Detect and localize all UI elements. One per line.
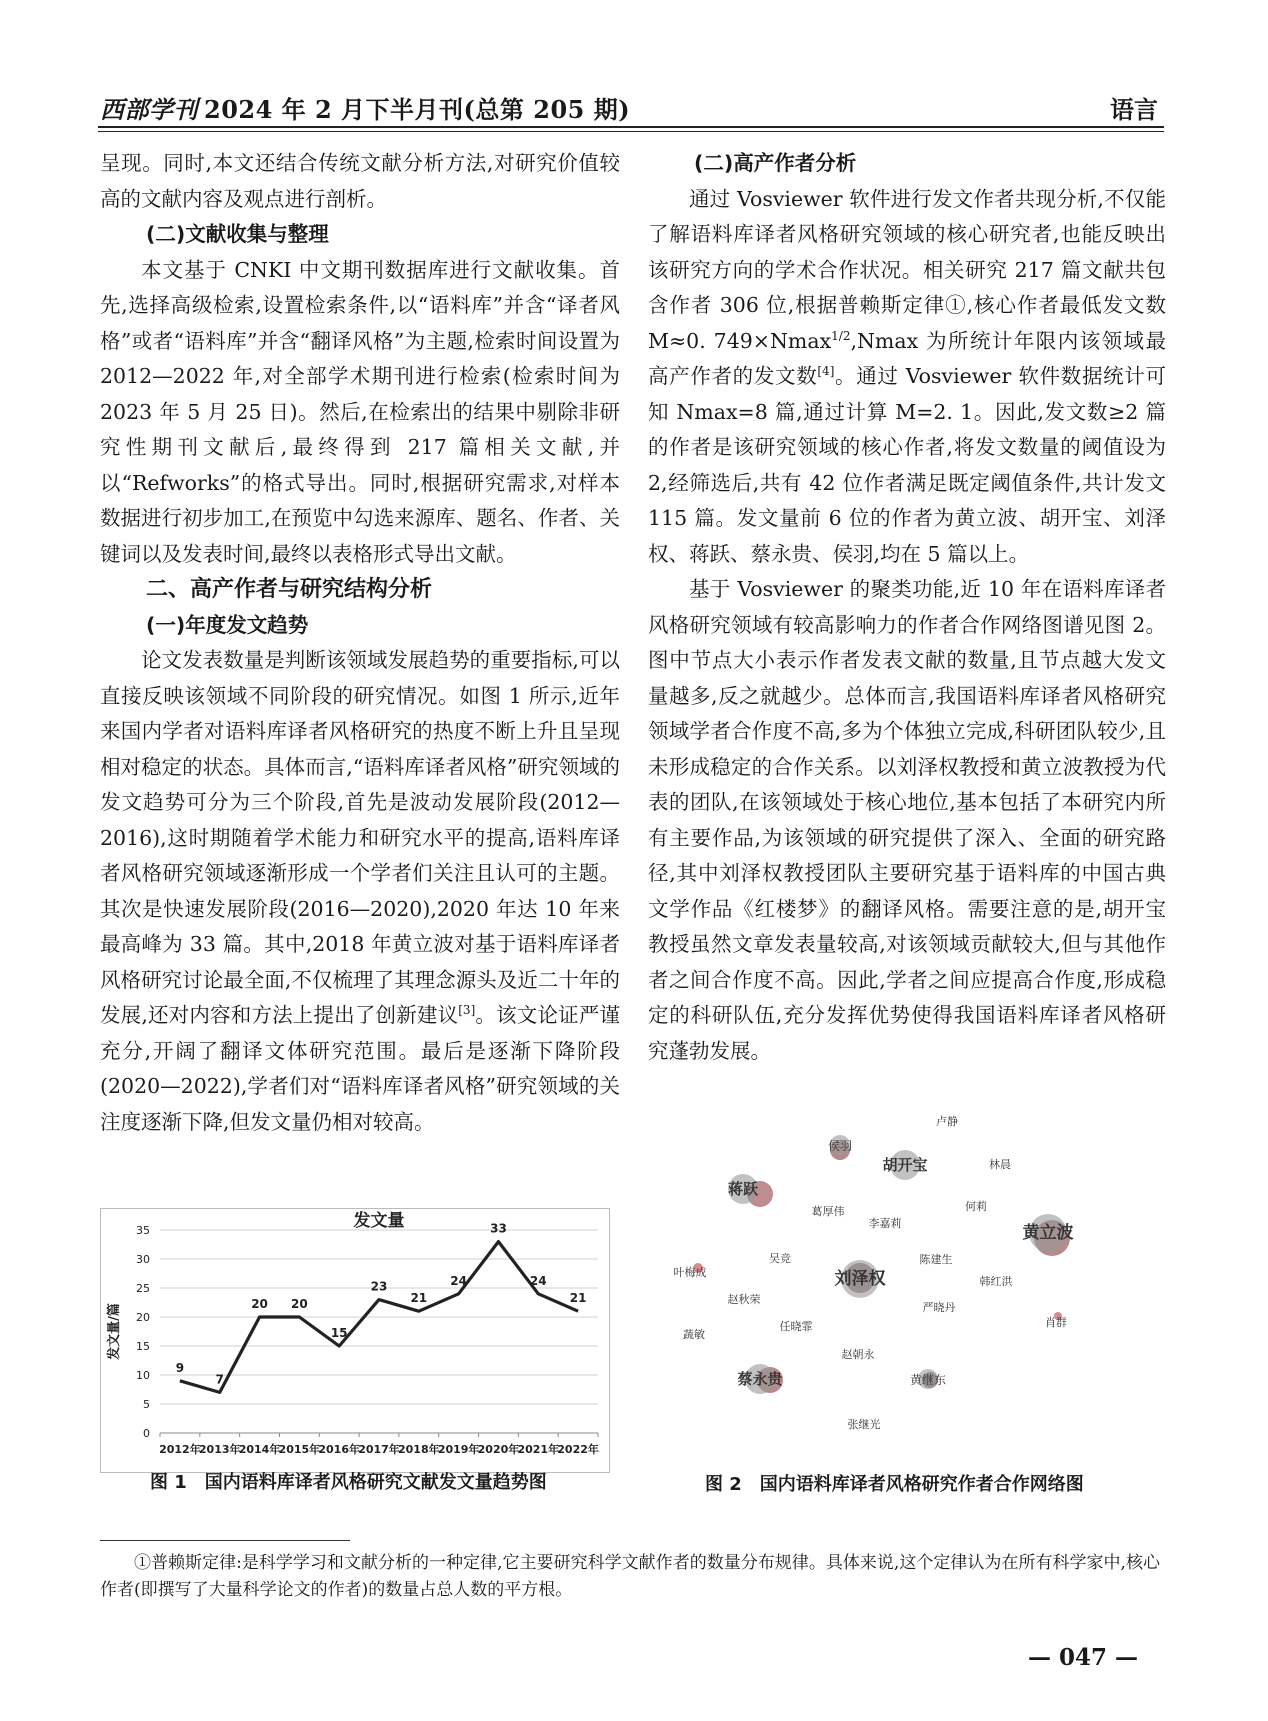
- data-label: 33: [490, 1221, 507, 1236]
- y-tick-label: 25: [136, 1282, 150, 1295]
- paragraph-trend: [100, 643, 620, 1140]
- data-label: 20: [251, 1297, 268, 1311]
- exponent: 1/2: [831, 328, 851, 343]
- paragraph-authors-a3: 。通过 Vosviewer 软件数据统计可知 Nmax=8 篇,通过计算 M=2. 1。因此,发文数≥2 篇的作者是该研究领域的核心作者,将发文数量的阈值设为 2,经筛选后,共有 42 位作者满足既定阈值条件,共计发文 115 篇。发文量前 6 位的作者为黄立波、胡开宝、刘泽权、蒋跃、蔡永贵、侯羽,均在 5 篇以上。: [648, 364, 1166, 566]
- x-tick-label: 2018年: [398, 1443, 440, 1456]
- network-node-label: 吴竞: [769, 1252, 791, 1265]
- x-tick-label: 2020年: [477, 1443, 520, 1456]
- section-label: 语言: [1110, 95, 1158, 124]
- data-label: 7: [215, 1372, 224, 1387]
- data-label: 24: [450, 1273, 467, 1288]
- y-tick-label: 35: [136, 1224, 150, 1237]
- x-tick-label: 2019年: [437, 1443, 480, 1456]
- y-tick-label: 10: [136, 1369, 150, 1382]
- network-node-label: 张继光: [847, 1418, 881, 1431]
- x-tick-label: 2016年: [318, 1443, 360, 1456]
- footnote-text: ①普赖斯定律:是科学学习和文献分析的一种定律,它主要研究科学文献作者的数量分布规律。具体来说,这个定律认为在所有科学家中,核心作者(即撰写了大量科学论文的作者)的数量占总人数的平方根。: [100, 1553, 1160, 1600]
- coauthor-network: [650, 1110, 1160, 1450]
- network-node-label: 黄立波: [1022, 1223, 1074, 1243]
- chart-title: 发文量: [353, 1211, 405, 1231]
- network-node-label: 何莉: [965, 1200, 987, 1213]
- heading-trend: (一)年度发文趋势: [146, 612, 309, 637]
- network-node-label: 卢静: [936, 1115, 958, 1128]
- footnote: [100, 1550, 1160, 1604]
- page-number: — 047 —: [1028, 1644, 1139, 1671]
- data-label: 21: [569, 1291, 587, 1306]
- data-label: 9: [175, 1360, 185, 1375]
- x-tick-label: 2021年: [517, 1443, 560, 1456]
- y-axis-label: 发文量/篇: [107, 1303, 122, 1360]
- network-node-label: 李嘉莉: [868, 1217, 902, 1230]
- running-header: [100, 90, 630, 125]
- paragraph-trend-a: 论文发表数量是判断该领域发展趋势的重要指标,可以直接反映该领域不同阶段的研究情况。如图 1 所示,近年来国内学者对语料库译者风格研究的热度不断上升且呈现相对稳定的状态。具体而言,“语料库译者风格”研究领域的发文趋势可分为三个阶段,首先是波动发展阶段(2012—2016),这时期随着学术能力和研究水平的提高,语料库译者风格研究领域逐渐形成一个学者们关注且认可的主题。其次是快速发展阶段(2016—2020),2020 年达 10 年来最高峰为 33 篇。其中,2018 年黄立波对基于语料库译者风格研究讨论最全面,不仅梳理了其理念源头及近二十年的发展,还对内容和方法上提出了创新建议: [100, 648, 620, 1027]
- y-tick-label: 5: [143, 1398, 150, 1411]
- x-tick-label: 2022年: [557, 1443, 599, 1456]
- network-node-label: 葛厚伟: [811, 1205, 845, 1218]
- footnote-rule: [100, 1540, 350, 1541]
- network-node-label: 任晓霏: [779, 1320, 813, 1333]
- paragraph-collection: 本文基于 CNKI 中文期刊数据库进行文献收集。首先,选择高级检索,设置检索条件,以“语料库”并含“译者风格”或者“语料库”并含“翻译风格”为主题,检索时间设置为 2012—2022 年,对全部学术期刊进行检索(检索时间为 2023 年 5 月 25 日)。然后,在检索出的结果中剔除非研究性期刊文献后,最终得到 217 篇相关文献,并以“Refworks”的格式导出。同时,根据研究需求,对样本数据进行初步加工,在预览中勾选来源库、题名、作者、关键词以及发表时间,最终以表格形式导出文献。: [100, 257, 620, 566]
- paragraph-authors: [648, 182, 1166, 573]
- network-node-label: 陈建生: [919, 1253, 953, 1266]
- network-node-label: 赵秋荣: [727, 1293, 761, 1306]
- network-node-label: 黄继东: [909, 1373, 947, 1387]
- network-node-label: 林晨: [989, 1158, 1011, 1171]
- figure-2-caption: 图 2 国内语料库译者风格研究作者合作网络图: [705, 1474, 1084, 1495]
- network-node-label: 严晓丹: [922, 1301, 956, 1314]
- data-label: 20: [291, 1297, 308, 1311]
- figure-2-network: [650, 1110, 1160, 1450]
- x-tick-label: 2012年: [159, 1443, 201, 1456]
- network-node-label: 叶梅成: [673, 1266, 707, 1279]
- network-node-label: 赵朝永: [841, 1348, 875, 1361]
- left-column: [100, 146, 620, 1140]
- y-tick-label: 0: [143, 1427, 150, 1440]
- network-node-label: 韩红洪: [979, 1275, 1013, 1288]
- y-tick-label: 20: [136, 1311, 150, 1324]
- y-tick-label: 15: [136, 1340, 150, 1353]
- y-tick-label: 30: [136, 1253, 150, 1266]
- x-tick-label: 2014年: [238, 1443, 281, 1456]
- paragraph-authors-a1: 通过 Vosviewer 软件进行发文作者共现分析,不仅能了解语料库译者风格研究领域的核心研究者,也能反映出该研究方向的学术合作状况。相关研究 217 篇文献共包含作者 306 位,根据普赖斯定律①,核心作者最低发文数 M≈0. 749×Nmax: [648, 186, 1166, 353]
- issue-info: 2024 年 2 月下半月刊(总第 205 期): [204, 95, 631, 124]
- citation-3: [3]: [458, 1003, 476, 1018]
- heading-collection: (二)文献收集与整理: [146, 222, 329, 246]
- network-node-label: 刘泽权: [834, 1269, 886, 1289]
- network-node-label: 侯羽: [827, 1139, 853, 1153]
- header-rule: [98, 126, 1164, 128]
- network-node-label: 肖群: [1045, 1316, 1067, 1329]
- network-node-label: 蔡永贵: [737, 1370, 783, 1388]
- header-rule-thin: [98, 131, 1164, 132]
- network-node-label: 蒋跃: [727, 1180, 759, 1198]
- x-tick-label: 2015年: [278, 1443, 321, 1456]
- paragraph-cluster: 基于 Vosviewer 的聚类功能,近 10 年在语料库译者风格研究领域有较高影响力的作者合作网络图谱见图 2。图中节点大小表示作者发表文献的数量,且节点越大发文量越多,反之就越少。总体而言,我国语料库译者风格研究领域学者合作度不高,多为个体独立完成,科研团队较少,且未形成稳定的合作关系。以刘泽权教授和黄立波教授为代表的团队,在该领域处于核心地位,基本包括了本研究内所有主要作品,为该领域的研究提供了深入、全面的研究路径,其中刘泽权教授团队主要研究基于语料库的中国古典文学作品《红楼梦》的翻译风格。需要注意的是,胡开宝教授虽然文章发表量较高,对该领域贡献较大,但与其他作者之间合作度不高。因此,学者之间应提高合作度,形成稳定的科研队伍,充分发挥优势使得我国语料库译者风格研究蓬勃发展。: [648, 577, 1166, 1063]
- data-label: 15: [330, 1326, 348, 1340]
- x-tick-label: 2017年: [358, 1443, 400, 1456]
- paragraph-authors-a2: ,Nmax 为所统计年限内该领域最高产作者的发文数: [648, 328, 1166, 388]
- figure-1-chart: [100, 1208, 610, 1473]
- x-tick-label: 2013年: [198, 1443, 241, 1456]
- network-node-label: 蔬敏: [683, 1328, 705, 1341]
- line-chart: [100, 1208, 610, 1473]
- paragraph-trend-b: 。该文论证严谨充分,开阔了翻译文体研究范围。最后是逐渐下降阶段(2020—2022),学者们对“语料库译者风格”研究领域的关注度逐渐下降,但发文量仍相对较高。: [100, 1003, 621, 1134]
- section-heading: 二、高产作者与研究结构分析: [146, 577, 433, 602]
- citation-4: [4]: [817, 364, 835, 379]
- journal-logo: 西部学刊: [100, 95, 198, 124]
- network-node-label: 胡开宝: [882, 1156, 928, 1174]
- paragraph-continued: 呈现。同时,本文还结合传统文献分析方法,对研究价值较高的文献内容及观点进行剖析。: [100, 151, 620, 211]
- heading-authors: (二)高产作者分析: [694, 151, 857, 175]
- data-label: 23: [370, 1279, 388, 1294]
- data-label: 24: [529, 1273, 547, 1288]
- right-column: [648, 146, 1166, 1069]
- data-label: 21: [410, 1291, 428, 1306]
- figure-1-caption: 图 1 国内语料库译者风格研究文献发文量趋势图: [150, 1472, 547, 1493]
